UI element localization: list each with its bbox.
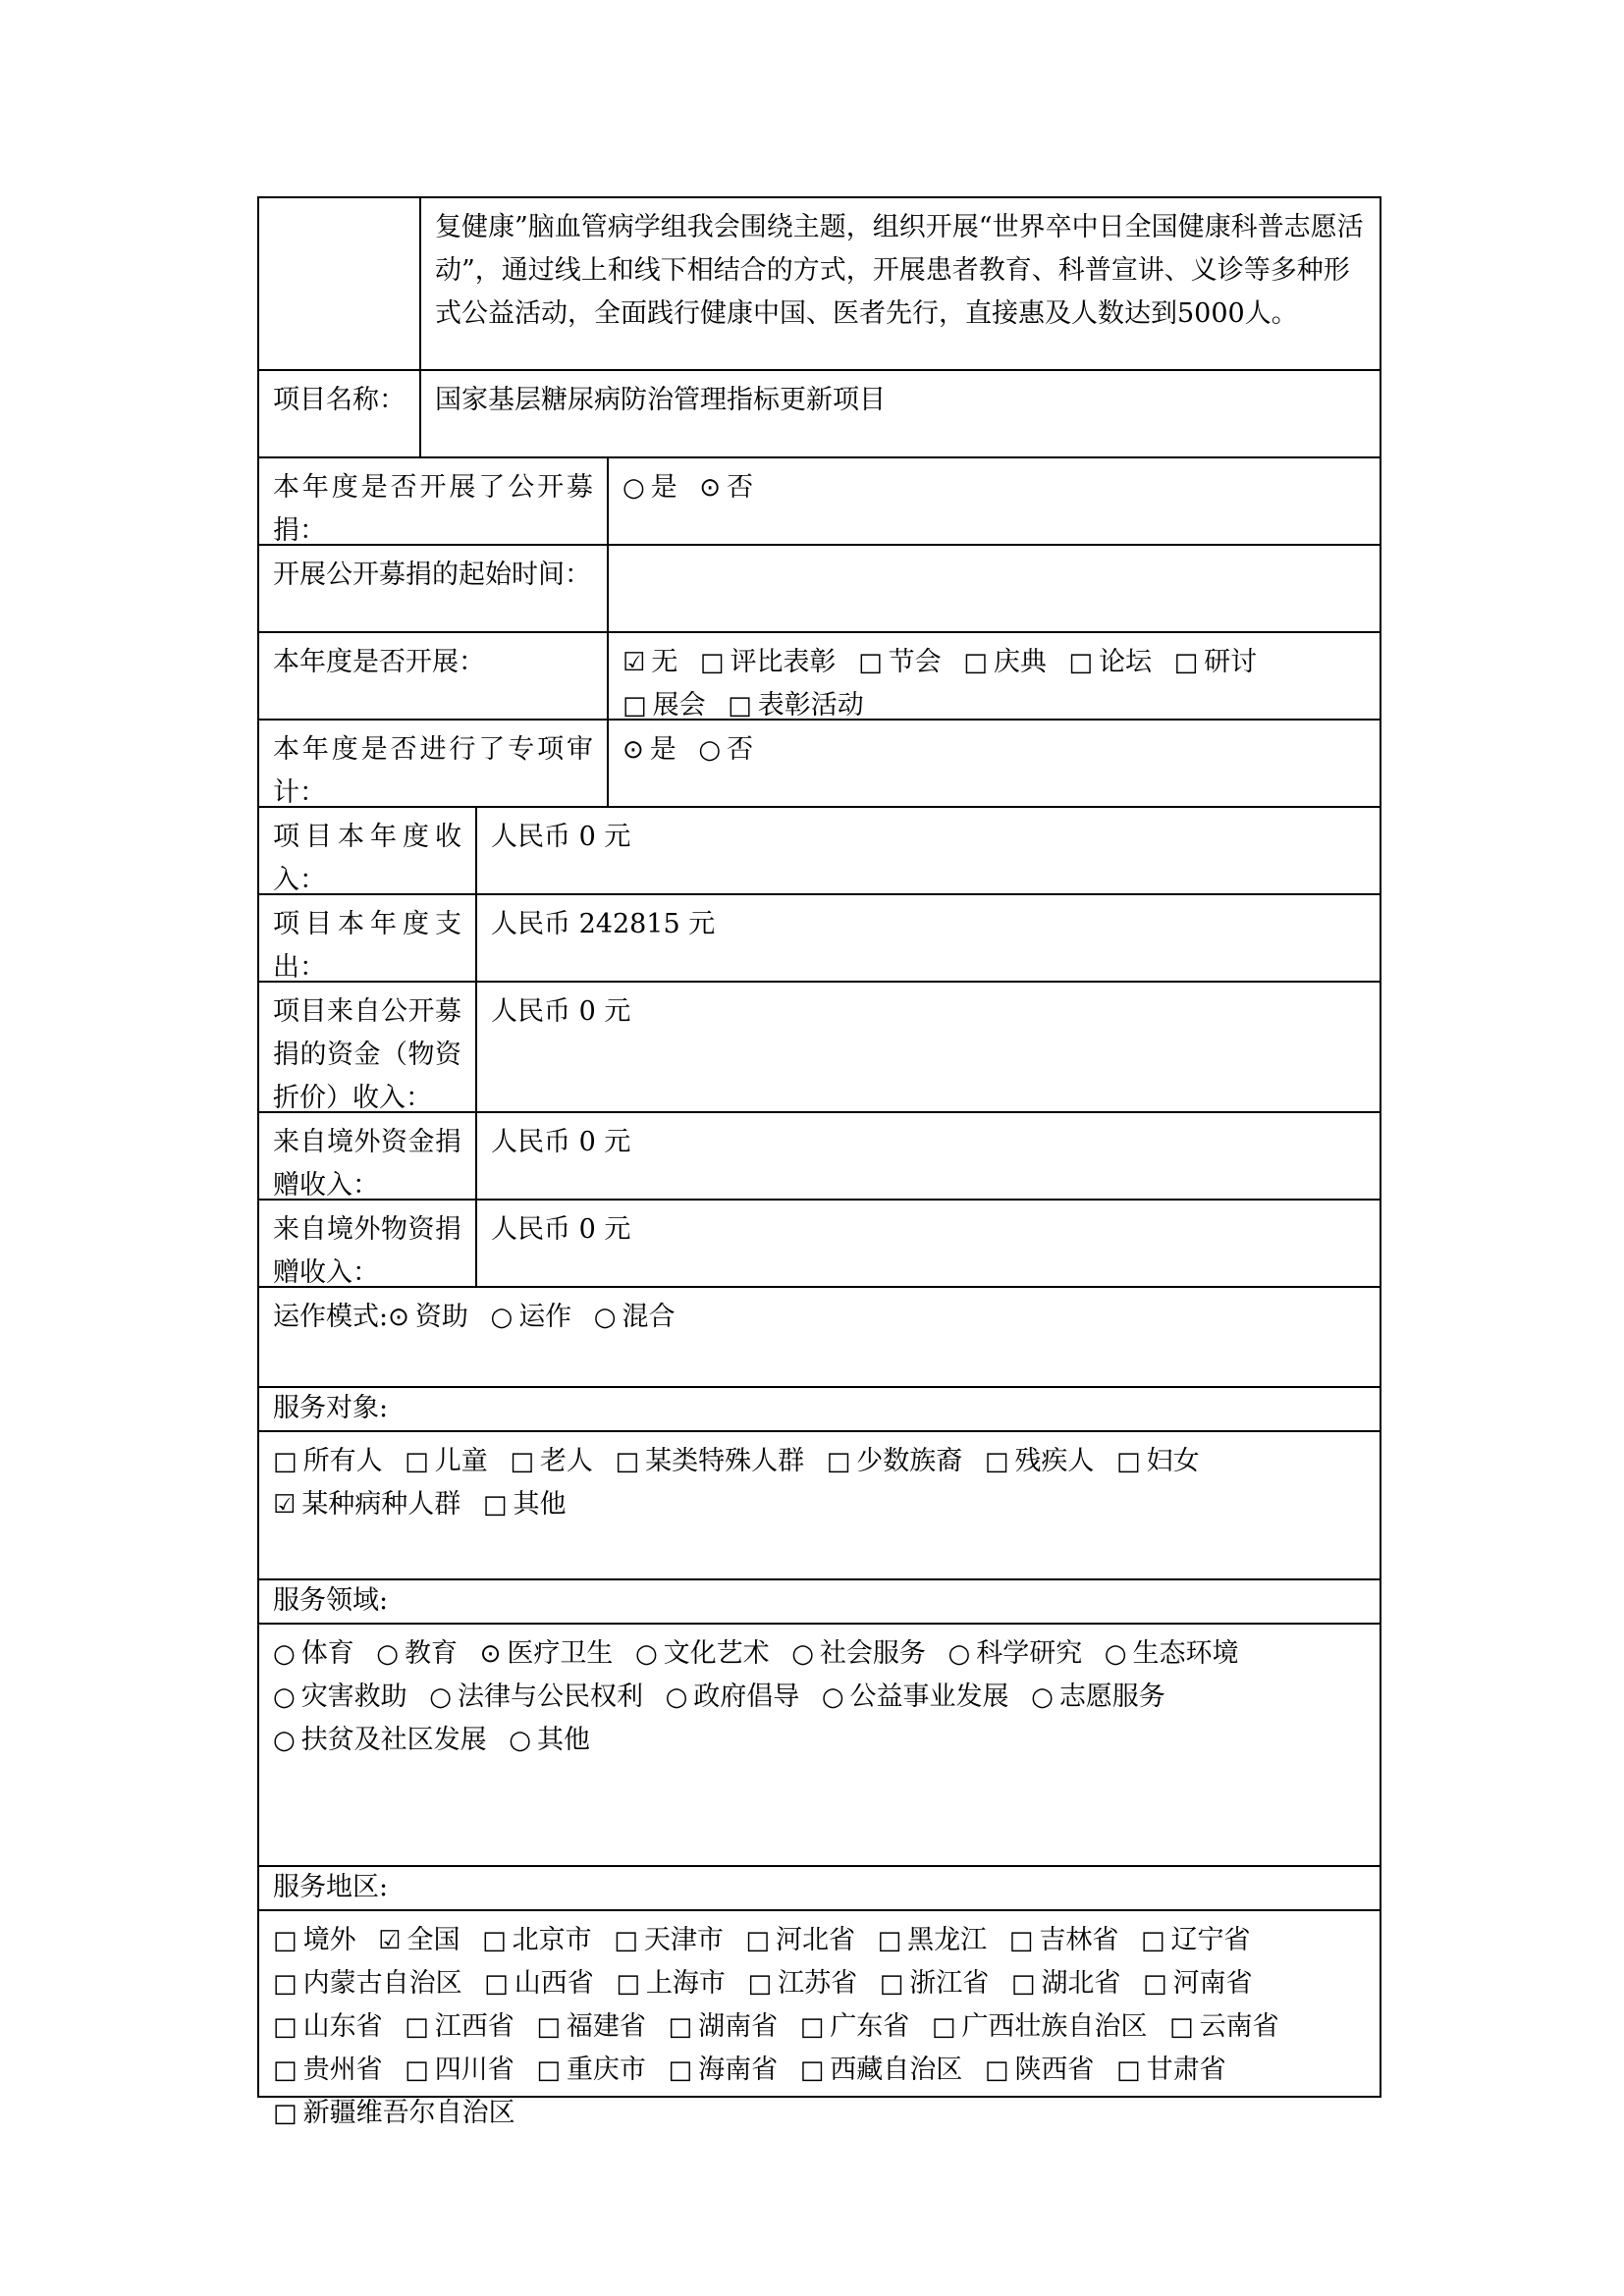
service-target-row bbox=[257, 1432, 1381, 1580]
option-label: 教育 bbox=[404, 1638, 458, 1669]
project-name-label: 项目名称： bbox=[259, 371, 421, 456]
option-label: 混合 bbox=[622, 1302, 676, 1332]
option-label: 扶贫及社区发展 bbox=[300, 1725, 487, 1755]
option-item[interactable] bbox=[669, 2055, 779, 2085]
option-item[interactable] bbox=[699, 472, 753, 503]
option-label: 河北省 bbox=[776, 1925, 855, 1955]
checkbox-icon[interactable]: □ bbox=[879, 1969, 904, 1999]
option-item[interactable] bbox=[273, 2055, 383, 2085]
option-label: 江西省 bbox=[434, 2011, 514, 2042]
option-label: 生态环境 bbox=[1132, 1638, 1239, 1669]
option-item[interactable] bbox=[880, 1968, 990, 1999]
option-item[interactable] bbox=[616, 1968, 726, 1999]
project-name-row bbox=[257, 371, 1381, 458]
option-item[interactable] bbox=[669, 2011, 779, 2042]
option-label: 展会 bbox=[652, 690, 706, 721]
option-item[interactable] bbox=[800, 2055, 963, 2085]
option-item[interactable] bbox=[405, 2055, 514, 2085]
checkbox-icon[interactable]: □ bbox=[699, 648, 725, 677]
checkbox-icon[interactable]: □ bbox=[273, 2056, 298, 2085]
checkbox-icon[interactable]: □ bbox=[273, 1969, 298, 1999]
option-label: 辽宁省 bbox=[1170, 1925, 1251, 1955]
option-item[interactable] bbox=[635, 1638, 770, 1669]
option-label: 浙江省 bbox=[909, 1968, 990, 1999]
option-label: 某种病种人群 bbox=[301, 1489, 461, 1520]
option-item[interactable] bbox=[273, 1638, 354, 1669]
option-label: 四川省 bbox=[434, 2055, 514, 2085]
option-item[interactable] bbox=[800, 2011, 910, 2042]
option-label: 黑龙江 bbox=[907, 1925, 988, 1955]
radio-icon[interactable]: ○ bbox=[791, 1639, 814, 1669]
option-item[interactable] bbox=[623, 734, 677, 765]
service-field-label: 服务领域: bbox=[273, 1585, 389, 1616]
operation-mode-label: 运作模式: bbox=[273, 1302, 389, 1332]
option-label: 儿童 bbox=[434, 1446, 488, 1476]
option-item[interactable] bbox=[1174, 647, 1258, 677]
checkbox-icon[interactable]: □ bbox=[510, 1447, 534, 1476]
radio-icon[interactable]: ○ bbox=[429, 1682, 452, 1712]
checkbox-icon[interactable]: □ bbox=[1008, 1926, 1034, 1955]
service-field-options bbox=[259, 1625, 1380, 1865]
radio-icon[interactable]: ○ bbox=[593, 1303, 617, 1332]
option-label: 运作 bbox=[518, 1302, 572, 1332]
overseas-goods-value: 人民币 0 元 bbox=[491, 1214, 631, 1245]
radio-selected-icon[interactable]: ⊙ bbox=[623, 735, 644, 765]
checkbox-icon[interactable]: □ bbox=[668, 2056, 693, 2085]
intro-label-cell bbox=[259, 198, 421, 369]
option-item[interactable] bbox=[483, 1489, 567, 1520]
option-label: 陕西省 bbox=[1014, 2055, 1095, 2085]
option-label: 北京市 bbox=[512, 1925, 592, 1955]
option-item[interactable] bbox=[273, 1489, 460, 1520]
option-item[interactable] bbox=[932, 2011, 1148, 2042]
checkbox-icon[interactable]: □ bbox=[1140, 1926, 1165, 1955]
activities-row bbox=[257, 633, 1381, 721]
option-label: 公益事业发展 bbox=[849, 1682, 1009, 1712]
option-item[interactable] bbox=[963, 647, 1047, 677]
checkbox-icon[interactable]: □ bbox=[1173, 648, 1199, 677]
option-label: 山东省 bbox=[302, 2011, 383, 2042]
checkbox-icon[interactable]: □ bbox=[668, 2012, 693, 2042]
radio-icon[interactable]: ○ bbox=[376, 1639, 399, 1669]
option-item[interactable] bbox=[616, 1446, 805, 1476]
radio-icon[interactable]: ○ bbox=[1104, 1639, 1127, 1669]
option-item[interactable] bbox=[745, 1925, 855, 1955]
service-field-header-row bbox=[257, 1580, 1381, 1625]
checkbox-icon[interactable]: □ bbox=[405, 1447, 429, 1476]
option-item[interactable] bbox=[1031, 1682, 1165, 1712]
checkbox-icon[interactable]: □ bbox=[1068, 648, 1093, 677]
option-item[interactable] bbox=[273, 1968, 462, 1999]
checkbox-icon[interactable]: □ bbox=[963, 648, 988, 677]
checkbox-icon[interactable]: □ bbox=[984, 2056, 1009, 2085]
radio-selected-icon[interactable]: ⊙ bbox=[388, 1303, 409, 1332]
option-item[interactable] bbox=[273, 2011, 383, 2042]
option-item[interactable] bbox=[878, 1925, 988, 1955]
option-label: 老人 bbox=[539, 1446, 593, 1476]
service-target-options bbox=[259, 1432, 1380, 1578]
option-label: 社会服务 bbox=[819, 1638, 926, 1669]
option-label: 天津市 bbox=[643, 1925, 724, 1955]
option-item[interactable] bbox=[985, 1446, 1095, 1476]
operation-mode-cell bbox=[259, 1288, 1380, 1386]
service-region-header-row bbox=[257, 1867, 1381, 1911]
option-label: 无 bbox=[651, 647, 678, 677]
service-target-label: 服务对象: bbox=[273, 1393, 389, 1423]
radio-icon[interactable]: ○ bbox=[273, 1682, 296, 1712]
option-label: 体育 bbox=[300, 1638, 354, 1669]
public-funds-label: 项目来自公开募捐的资金（物资折价）收入： bbox=[259, 983, 477, 1111]
checkbox-icon[interactable]: □ bbox=[747, 1969, 773, 1999]
fundraising-start-row bbox=[257, 546, 1381, 633]
checkbox-icon[interactable]: □ bbox=[623, 691, 647, 721]
checkbox-icon[interactable]: □ bbox=[984, 1447, 1009, 1476]
option-item[interactable] bbox=[1011, 1968, 1121, 1999]
option-label: 是 bbox=[649, 734, 677, 765]
radio-icon[interactable]: ○ bbox=[273, 1639, 296, 1669]
option-label: 研讨 bbox=[1204, 647, 1258, 677]
checkbox-icon[interactable]: □ bbox=[536, 2056, 561, 2085]
radio-icon[interactable]: ○ bbox=[634, 1639, 658, 1669]
option-label: 重庆市 bbox=[566, 2055, 646, 2085]
option-item[interactable] bbox=[1143, 1968, 1253, 1999]
option-item[interactable] bbox=[536, 2055, 646, 2085]
option-label: 是 bbox=[650, 472, 677, 503]
fundraising-start-value bbox=[609, 546, 1380, 631]
option-item[interactable] bbox=[666, 1682, 800, 1712]
service-region-row bbox=[257, 1911, 1381, 2128]
option-label: 甘肃省 bbox=[1146, 2055, 1226, 2085]
option-label: 资助 bbox=[414, 1302, 468, 1332]
option-item[interactable] bbox=[623, 647, 677, 677]
option-item[interactable] bbox=[985, 2055, 1095, 2085]
radio-icon[interactable]: ○ bbox=[509, 1726, 531, 1755]
option-item[interactable] bbox=[728, 690, 864, 721]
overseas-cash-value: 人民币 0 元 bbox=[491, 1127, 631, 1157]
option-label: 灾害救助 bbox=[300, 1682, 407, 1712]
checkbox-icon[interactable]: □ bbox=[877, 1926, 902, 1955]
operation-mode-row bbox=[257, 1288, 1381, 1388]
option-item[interactable] bbox=[748, 1968, 858, 1999]
checkbox-icon[interactable]: □ bbox=[273, 1447, 298, 1476]
option-label: 少数族裔 bbox=[856, 1446, 963, 1476]
checkbox-checked-icon[interactable]: ☑ bbox=[273, 1490, 297, 1520]
audit-label: 本年度是否进行了专项审计： bbox=[259, 721, 609, 806]
service-field-row bbox=[257, 1625, 1381, 1867]
option-item[interactable] bbox=[791, 1638, 926, 1669]
checkbox-icon[interactable]: □ bbox=[728, 691, 752, 721]
income-label: 项目本年度收入： bbox=[259, 808, 477, 893]
overseas-cash-row bbox=[257, 1113, 1381, 1201]
option-item[interactable] bbox=[1141, 1925, 1251, 1955]
option-item[interactable] bbox=[429, 1682, 643, 1712]
option-item[interactable] bbox=[827, 1446, 963, 1476]
checkbox-icon[interactable]: □ bbox=[858, 648, 883, 677]
option-item[interactable] bbox=[378, 1925, 460, 1955]
option-label: 江苏省 bbox=[778, 1968, 858, 1999]
radio-icon[interactable]: ○ bbox=[273, 1726, 296, 1755]
option-item[interactable] bbox=[405, 2011, 514, 2042]
option-label: 山西省 bbox=[514, 1968, 594, 1999]
option-item[interactable] bbox=[405, 1446, 488, 1476]
option-label: 境外 bbox=[302, 1925, 356, 1955]
option-label: 云南省 bbox=[1199, 2011, 1279, 2042]
option-label: 节会 bbox=[888, 647, 942, 677]
radio-icon[interactable]: ○ bbox=[665, 1682, 688, 1712]
checkbox-icon[interactable]: □ bbox=[405, 2056, 429, 2085]
option-label: 河南省 bbox=[1172, 1968, 1253, 1999]
option-item[interactable] bbox=[858, 647, 942, 677]
checkbox-icon[interactable]: □ bbox=[1143, 1969, 1167, 1999]
option-label: 全国 bbox=[406, 1925, 460, 1955]
audit-row bbox=[257, 721, 1381, 808]
checkbox-icon[interactable]: □ bbox=[273, 2099, 298, 2128]
checkbox-icon[interactable]: □ bbox=[745, 1926, 770, 1955]
option-item[interactable] bbox=[594, 1302, 676, 1332]
overseas-cash-label: 来自境外资金捐赠收入： bbox=[259, 1113, 477, 1199]
option-label: 吉林省 bbox=[1039, 1925, 1119, 1955]
option-label: 表彰活动 bbox=[757, 690, 864, 721]
option-label: 贵州省 bbox=[302, 2055, 383, 2085]
option-item[interactable] bbox=[623, 690, 706, 721]
option-item[interactable] bbox=[1009, 1925, 1119, 1955]
option-label: 新疆维吾尔自治区 bbox=[302, 2098, 515, 2128]
income-value: 人民币 0 元 bbox=[491, 822, 631, 852]
option-label: 评比表彰 bbox=[730, 647, 837, 677]
option-label: 上海市 bbox=[645, 1968, 726, 1999]
service-region-options bbox=[259, 1911, 1380, 2128]
option-label: 庆典 bbox=[993, 647, 1047, 677]
option-label: 科学研究 bbox=[976, 1638, 1083, 1669]
option-item[interactable] bbox=[509, 1725, 590, 1755]
radio-icon[interactable]: ○ bbox=[490, 1303, 514, 1332]
option-item[interactable] bbox=[388, 1302, 468, 1332]
public-funds-value: 人民币 0 元 bbox=[491, 996, 631, 1027]
option-label: 政府倡导 bbox=[693, 1682, 800, 1712]
option-label: 广西壮族自治区 bbox=[961, 2011, 1148, 2042]
radio-icon[interactable]: ○ bbox=[623, 473, 645, 503]
radio-selected-icon[interactable]: ⊙ bbox=[699, 473, 722, 503]
option-label: 否 bbox=[727, 472, 754, 503]
option-item[interactable] bbox=[700, 647, 837, 677]
checkbox-icon[interactable]: □ bbox=[482, 1926, 507, 1955]
service-target-header-row bbox=[257, 1388, 1381, 1432]
radio-icon[interactable]: ○ bbox=[947, 1639, 971, 1669]
option-item[interactable] bbox=[482, 1925, 592, 1955]
option-item[interactable] bbox=[491, 1302, 572, 1332]
radio-icon[interactable]: ○ bbox=[698, 735, 722, 765]
option-item[interactable] bbox=[273, 1925, 356, 1955]
income-row bbox=[257, 808, 1381, 895]
overseas-goods-label: 来自境外物资捐赠收入： bbox=[259, 1201, 477, 1286]
option-label: 妇女 bbox=[1146, 1446, 1200, 1476]
option-item[interactable] bbox=[273, 2098, 515, 2128]
checkbox-icon[interactable]: □ bbox=[1010, 1969, 1036, 1999]
checkbox-icon[interactable]: □ bbox=[616, 1969, 640, 1999]
operation-mode-options bbox=[388, 1302, 688, 1332]
checkbox-icon[interactable]: □ bbox=[826, 1447, 851, 1476]
option-label: 西藏自治区 bbox=[830, 2055, 963, 2085]
checkbox-checked-icon[interactable]: ☑ bbox=[623, 648, 646, 677]
option-item[interactable] bbox=[698, 734, 753, 765]
option-item[interactable] bbox=[1169, 2011, 1279, 2042]
option-label: 其他 bbox=[536, 1725, 590, 1755]
checkbox-icon[interactable]: □ bbox=[1116, 2056, 1141, 2085]
option-item[interactable] bbox=[376, 1638, 458, 1669]
option-item[interactable] bbox=[273, 1725, 487, 1755]
option-item[interactable] bbox=[614, 1925, 724, 1955]
radio-icon[interactable]: ○ bbox=[1031, 1682, 1054, 1712]
overseas-goods-row bbox=[257, 1201, 1381, 1288]
option-label: 残疾人 bbox=[1014, 1446, 1095, 1476]
option-item[interactable] bbox=[1068, 647, 1152, 677]
option-label: 法律与公民权利 bbox=[457, 1682, 643, 1712]
option-label: 海南省 bbox=[698, 2055, 779, 2085]
expense-row bbox=[257, 895, 1381, 983]
option-item[interactable] bbox=[480, 1638, 614, 1669]
expense-value: 人民币 242815 元 bbox=[491, 909, 716, 939]
option-item[interactable] bbox=[822, 1682, 1009, 1712]
checkbox-icon[interactable]: □ bbox=[484, 1969, 509, 1999]
option-label: 论坛 bbox=[1099, 647, 1152, 677]
option-item[interactable] bbox=[1116, 1446, 1200, 1476]
option-label: 志愿服务 bbox=[1058, 1682, 1165, 1712]
checkbox-icon[interactable]: □ bbox=[536, 2012, 561, 2042]
checkbox-checked-icon[interactable]: ☑ bbox=[378, 1926, 402, 1955]
intro-text: 复健康”脑血管病学组我会围绕主题，组织开展“世界卒中日全国健康科普志愿活动”，通过线上和线下相结合的方式，开展患者教育、科普宣讲、义诊等多种形式公益活动，全面践行健康中国、医者先行，直接惠及人数达到5000人。 bbox=[435, 212, 1364, 329]
checkbox-icon[interactable]: □ bbox=[615, 1447, 640, 1476]
option-item[interactable] bbox=[273, 1682, 407, 1712]
option-label: 湖北省 bbox=[1041, 1968, 1121, 1999]
fundraising-start-label: 开展公开募捐的起始时间： bbox=[259, 546, 609, 631]
audit-options bbox=[609, 721, 1380, 806]
option-label: 湖南省 bbox=[698, 2011, 779, 2042]
option-label: 某类特殊人群 bbox=[645, 1446, 805, 1476]
service-region-label: 服务地区: bbox=[273, 1872, 389, 1902]
option-label: 其他 bbox=[513, 1489, 567, 1520]
checkbox-icon[interactable]: □ bbox=[273, 1926, 298, 1955]
option-item[interactable] bbox=[948, 1638, 1083, 1669]
checkbox-icon[interactable]: □ bbox=[1169, 2012, 1194, 2042]
option-label: 医疗卫生 bbox=[507, 1638, 614, 1669]
checkbox-icon[interactable]: □ bbox=[273, 2012, 298, 2042]
intro-row bbox=[257, 196, 1381, 371]
project-name-value: 国家基层糖尿病防治管理指标更新项目 bbox=[435, 385, 886, 415]
option-item[interactable] bbox=[623, 472, 677, 503]
public-fundraising-label: 本年度是否开展了公开募捐： bbox=[259, 458, 609, 544]
option-item[interactable] bbox=[1116, 2055, 1226, 2085]
option-label: 文化艺术 bbox=[663, 1638, 770, 1669]
checkbox-icon[interactable]: □ bbox=[405, 2012, 429, 2042]
option-item[interactable] bbox=[536, 2011, 646, 2042]
expense-label: 项目本年度支出： bbox=[259, 895, 477, 981]
checkbox-icon[interactable]: □ bbox=[482, 1490, 508, 1520]
option-label: 福建省 bbox=[566, 2011, 646, 2042]
option-label: 否 bbox=[727, 734, 754, 765]
option-item[interactable] bbox=[273, 1446, 383, 1476]
checkbox-icon[interactable]: □ bbox=[1116, 1447, 1141, 1476]
checkbox-icon[interactable]: □ bbox=[799, 2012, 825, 2042]
activities-label: 本年度是否开展： bbox=[259, 633, 609, 719]
public-fundraising-row bbox=[257, 458, 1381, 546]
public-funds-row bbox=[257, 983, 1381, 1113]
option-item[interactable] bbox=[1105, 1638, 1239, 1669]
checkbox-icon[interactable]: □ bbox=[614, 1926, 638, 1955]
report-table bbox=[257, 196, 1381, 2128]
activities-options bbox=[609, 633, 1380, 719]
radio-selected-icon[interactable]: ⊙ bbox=[479, 1639, 502, 1669]
option-label: 广东省 bbox=[830, 2011, 910, 2042]
option-label: 内蒙古自治区 bbox=[302, 1968, 462, 1999]
option-item[interactable] bbox=[484, 1968, 594, 1999]
checkbox-icon[interactable]: □ bbox=[931, 2012, 956, 2042]
option-label: 所有人 bbox=[302, 1446, 383, 1476]
checkbox-icon[interactable]: □ bbox=[799, 2056, 825, 2085]
radio-icon[interactable]: ○ bbox=[821, 1682, 844, 1712]
option-item[interactable] bbox=[510, 1446, 593, 1476]
public-fundraising-options bbox=[609, 458, 1380, 544]
